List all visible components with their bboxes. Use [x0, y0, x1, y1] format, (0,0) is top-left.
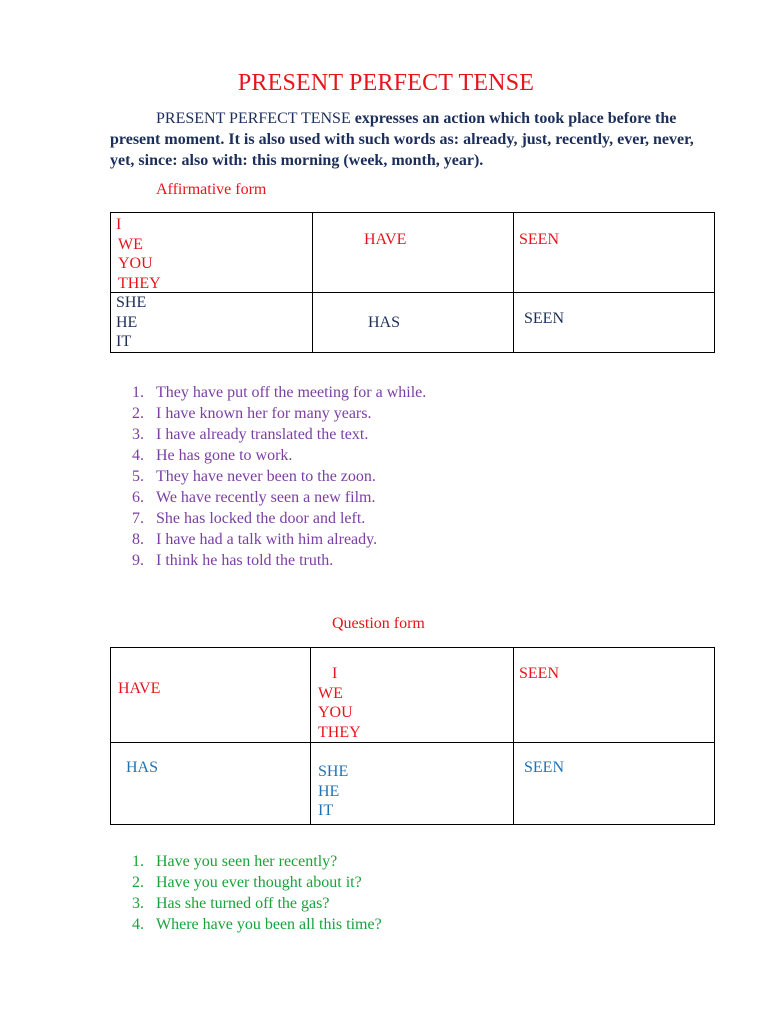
subject-she: SHE [318, 763, 349, 780]
subject-we: WE [318, 684, 343, 702]
verb-seen: SEEN [519, 231, 559, 248]
subject-he: HE [318, 782, 340, 800]
affirmative-subjects-list [116, 215, 161, 293]
affirmative-form-label: Affirmative form [156, 181, 267, 198]
affirmative-row-have [111, 213, 715, 293]
page-title: PRESENT PERFECT TENSE [237, 70, 535, 96]
aux-have: HAVE [118, 680, 161, 697]
aux-has: HAS [368, 314, 401, 331]
subject-we: WE [118, 235, 143, 253]
affirmative-subjects-cell [111, 213, 313, 293]
verb-seen: SEEN [519, 665, 559, 682]
affirmative-subjects-list [116, 293, 146, 352]
intro-lead: PRESENT PERFECT TENSE [156, 110, 351, 127]
aux-have: HAVE [364, 231, 407, 248]
subject-they: THEY [118, 274, 161, 292]
affirmative-row-has [111, 293, 715, 353]
subject-you: YOU [118, 255, 153, 272]
question-subjects-cell [311, 648, 514, 743]
subject-she: SHE [116, 294, 147, 311]
question-subjects-cell [311, 743, 514, 825]
aux-has: HAS [126, 759, 159, 776]
question-subjects-list [318, 762, 348, 821]
affirmative-aux-cell [313, 213, 514, 293]
verb-seen: SEEN [524, 310, 564, 327]
verb-seen: SEEN [524, 759, 564, 776]
question-form-label: Question form [332, 615, 425, 632]
subject-they: THEY [318, 723, 361, 741]
affirmative-table [110, 212, 715, 353]
intro-paragraph [110, 108, 720, 171]
question-verb-cell [514, 743, 715, 825]
affirmative-verb-cell [514, 213, 715, 293]
question-aux-cell [111, 743, 311, 825]
subject-you: YOU [318, 704, 353, 721]
subject-i: I [116, 216, 122, 233]
subject-i: I [332, 665, 338, 682]
affirmative-aux-cell [313, 293, 514, 353]
intro-text: expresses an action which took place before the present moment. It is also used with such words as: already, just, recently, ever, never, yet, since: also with: this morning (week, month, year). [110, 110, 694, 169]
affirmative-subjects-cell [111, 293, 313, 353]
question-row-has [111, 743, 715, 825]
question-verb-cell [514, 648, 715, 743]
question-table [110, 647, 715, 825]
affirmative-verb-cell [514, 293, 715, 353]
subject-he: HE [116, 313, 138, 331]
subject-it: IT [116, 333, 132, 350]
subject-it: IT [318, 802, 334, 819]
question-aux-cell [111, 648, 311, 743]
question-row-have [111, 648, 715, 743]
question-subjects-list [318, 664, 361, 742]
